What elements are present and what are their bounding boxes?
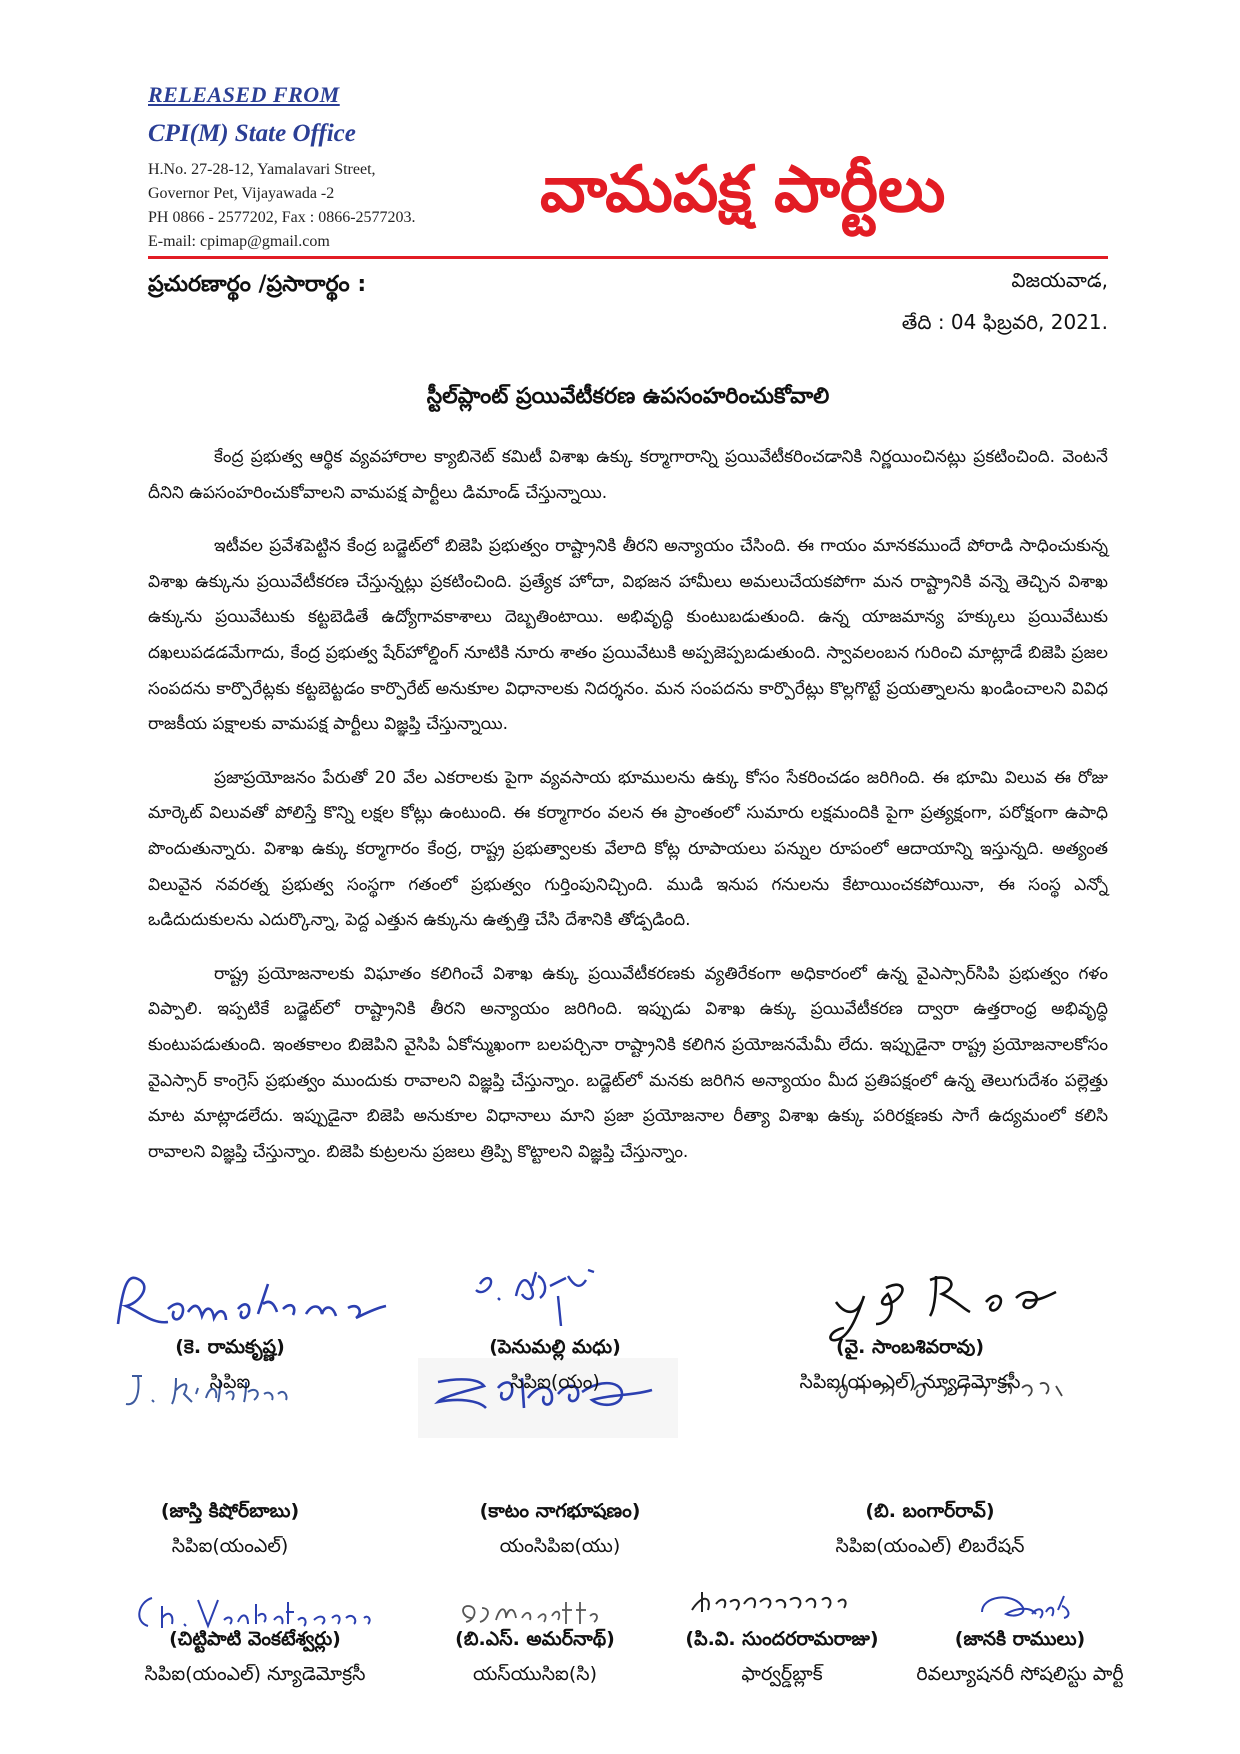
signatory (900, 1628, 1140, 1690)
signatory-party: సిపిఐ(యం) (510, 1371, 600, 1393)
signatory-party: ఫార్వర్డ్‌బ్లాక్ (741, 1663, 823, 1685)
signatory (780, 1500, 1080, 1562)
signatory-party: యంసిపిఐ(యు) (499, 1535, 621, 1557)
signature-janaki-ramulu (972, 1584, 1092, 1634)
date: తేది : 04 ఫిబ్రవరి, 2021. (901, 310, 1108, 334)
signatory-party: సిపిఐ(యంఎల్) లిబరేషన్ (835, 1535, 1025, 1557)
signatory-name: (పెనుమల్లి మధు) (489, 1336, 621, 1358)
office-name: CPI(M) State Office (148, 120, 356, 147)
signatory-name: (జాస్తి కిషోర్‌బాబు) (160, 1500, 300, 1522)
signatory (100, 1336, 360, 1398)
signature-madhu (468, 1256, 638, 1326)
signature-sundararamaraju (682, 1580, 862, 1630)
address-line: H.No. 27-28-12, Yamalavari Street, (148, 161, 376, 178)
address-line: Governor Pet, Vijayawada -2 (148, 185, 335, 202)
signatory (740, 1336, 1080, 1398)
signatory-party: రివల్యూషనరీ సోషలిస్టు పార్టీ (916, 1663, 1124, 1685)
signatory (420, 1628, 650, 1690)
paragraph: కేంద్ర ప్రభుత్వ ఆర్థిక వ్యవహారాల క్యాబినెట్ కమిటీ విశాఖ ఉక్కు కర్మాగారాన్ని ప్రయివేటీకరించడానికి నిర్ణయించినట్లు ప్రకటించింది. వెంటనే దీనిని ఉపసంహరించుకోవాలని వామపక్ష పార్టీలు డిమాండ్ చేస్తున్నాయి. (148, 447, 1108, 503)
signatory-name: (చిట్టిపాటి వెంకటేశ్వర్లు) (169, 1628, 341, 1650)
signatory-party: యస్‌యుసిఐ(సి) (472, 1663, 598, 1685)
office-address (148, 158, 488, 254)
signatory (100, 1500, 360, 1562)
signature-ramakrishna (108, 1264, 408, 1334)
signatory (430, 1500, 690, 1562)
signatory-party: సిపిఐ (209, 1371, 251, 1393)
signatory-party: సిపిఐ(యంఎల్) న్యూడెమోక్రసీ (799, 1371, 1021, 1393)
headline: స్టీల్‌ప్లాంట్ ప్రయివేటీకరణ ఉపసంహరించుకోవాలి (426, 384, 830, 409)
publication-label: ప్రచురణార్థం /ప్రసారార్థం : (148, 272, 367, 297)
signatory-name: (వై. సాంబశివరావు) (835, 1336, 985, 1358)
signatory (100, 1628, 410, 1690)
place: విజయవాడ, (1011, 268, 1108, 292)
paragraph: రాష్ట్ర ప్రయోజనాలకు విఘాతం కలిగించే విశాఖ ఉక్కు ప్రయివేటీకరణకు వ్యతిరేకంగా అధికారంలో ఉన్న వైఎస్సార్‌సిపి ప్రభుత్వం గళం విప్పాలి. ఇప్పటికే బడ్జెట్‌లో రాష్ట్రానికి తీరని అన్యాయం జరిగింది. ఇప్పుడు విశాఖ ఉక్కు ప్రయివేటీకరణ ద్వారా ఉత్తరాంధ్ర అభివృద్ధి కుంటుపడుతుంది. ఇంతకాలం బిజెపిని వైసిపి ఏకోన్ముఖంగా బలపర్చినా రాష్ట్రానికి కలిగిన ప్రయోజనమేమీ లేదు. ఇప్పుడైనా రాష్ట్ర ప్రయోజనాలకోసం వైఎస్సార్ కాంగ్రెస్ ప్రభుత్వం ముందుకు రావాలని విజ్ఞప్తి చేస్తున్నాం. బడ్జెట్‌లో మనకు జరిగిన అన్యాయం మీద ప్రతిపక్షంలో ఉన్న తెలుగుదేశం పల్లెత్తు మాట మాట్లాడలేదు. ఇప్పుడైనా బిజెపి అనుకూల విధానాలు మాని ప్రజా ప్రయోజనాల రీత్యా విశాఖ ఉక్కు పరిరక్షణకు సాగే ఉద్యమంలో కలిసి రావాలని విజ్ఞప్తి చేస్తున్నాం. బిజెపి కుట్రలను ప్రజలు త్రిప్పి కొట్టాలని విజ్ఞప్తి చేస్తున్నాం. (148, 963, 1108, 1162)
signatory (662, 1628, 902, 1690)
email-line: E-mail: cpimap@gmail.com (148, 233, 330, 250)
signatory-name: (బి. బంగార్‌రావ్) (865, 1500, 995, 1522)
signature-sambasiva-rao (826, 1262, 1086, 1342)
signatory-party: సిపిఐ(యంఎల్) న్యూడెమోక్రసీ (144, 1663, 366, 1685)
signatory (430, 1336, 680, 1398)
body-text (148, 440, 1108, 1188)
header-divider (148, 256, 1108, 259)
address-line: PH 0866 - 2577202, Fax : 0866-2577203. (148, 209, 416, 226)
signatory-party: సిపిఐ(యంఎల్) (171, 1535, 289, 1557)
signatory-name: (బి.ఎస్. అమర్‌నాథ్) (455, 1628, 615, 1650)
signatory-name: (పి.వి. సుందరరామరాజు) (685, 1628, 879, 1650)
party-title: వామపక్ష పార్టీలు (540, 153, 946, 227)
released-from-label: RELEASED FROM (148, 82, 340, 107)
paragraph: ప్రజాప్రయోజనం పేరుతో 20 వేల ఎకరాలకు పైగా వ్యవసాయ భూములను ఉక్కు కోసం సేకరించడం జరిగింది. ఈ భూమి విలువ ఈ రోజు మార్కెట్ విలువతో పోలిస్తే కొన్ని లక్షల కోట్లు ఉంటుంది. ఈ కర్మాగారం వలన ఈ ప్రాంతంలో సుమారు లక్షమందికి పైగా ప్రత్యక్షంగా, పరోక్షంగా ఉపాధి పొందుతున్నారు. విశాఖ ఉక్కు కర్మాగారం కేంద్ర, రాష్ట్ర ప్రభుత్వాలకు వేలాది కోట్ల రూపాయలు పన్నుల రూపంలో ఆదాయాన్ని ఇస్తున్నది. అత్యంత విలువైన నవరత్న ప్రభుత్వ సంస్థగా గతంలో ప్రభుత్వం గుర్తింపునిచ్చింది. ముడి ఇనుప గనులను కేటాయించకపోయినా, ఈ సంస్థ ఎన్నో ఒడిదుదుకులను ఎదుర్కొన్నా, పెద్ద ఎత్తున ఉక్కును ఉత్పత్తి చేసి దేశానికి తోడ్పడింది. (148, 767, 1108, 931)
paragraph: ఇటీవల ప్రవేశపెట్టిన కేంద్ర బడ్జెట్‌లో బిజెపి ప్రభుత్వం రాష్ట్రానికి తీరని అన్యాయం చేసింది. ఈ గాయం మానకముందే పోరాడి సాధించుకున్న విశాఖ ఉక్కును ప్రయివేటీకరణ చేస్తున్నట్లు ప్రకటించింది. ప్రత్యేక హోదా, విభజన హామీలు అమలుచేయకపోగా మన రాష్ట్రానికి వన్నె తెచ్చిన విశాఖ ఉక్కును ప్రయివేటుకు కట్టబెడితే ఉద్యోగావకాశాలు దెబ్బతింటాయి. అభివృద్ధి కుంటుబడుతుంది. ఉన్న యాజమాన్య హక్కులు ప్రయివేటుకు దఖలుపడడమేగాదు, కేంద్ర ప్రభుత్వ షేర్‌హోల్డింగ్ నూటికి నూరు శాతం ప్రయివేటుకి అప్పజెప్పబడుతుంది. స్వావలంబన గురించి మాట్లాడే బిజెపి ప్రజల సంపదను కార్పొరేట్లకు కట్టబెట్టడం కార్పొరేట్ అనుకూల విధానాలకు నిదర్శనం. మన సంపదను కార్పొరేట్లు కొల్లగొట్టే ప్రయత్నాలను ఖండించాలని వివిధ రాజకీయ పక్షాలకు వామపక్ష పార్టీలు విజ్ఞప్తి చేస్తున్నాయి. (148, 536, 1108, 735)
signatory-name: (జానకి రాములు) (954, 1628, 1086, 1650)
signatory-name: (కాటం నాగభూషణం) (479, 1500, 641, 1522)
signatory-name: (కె. రామకృష్ణ) (175, 1336, 285, 1358)
